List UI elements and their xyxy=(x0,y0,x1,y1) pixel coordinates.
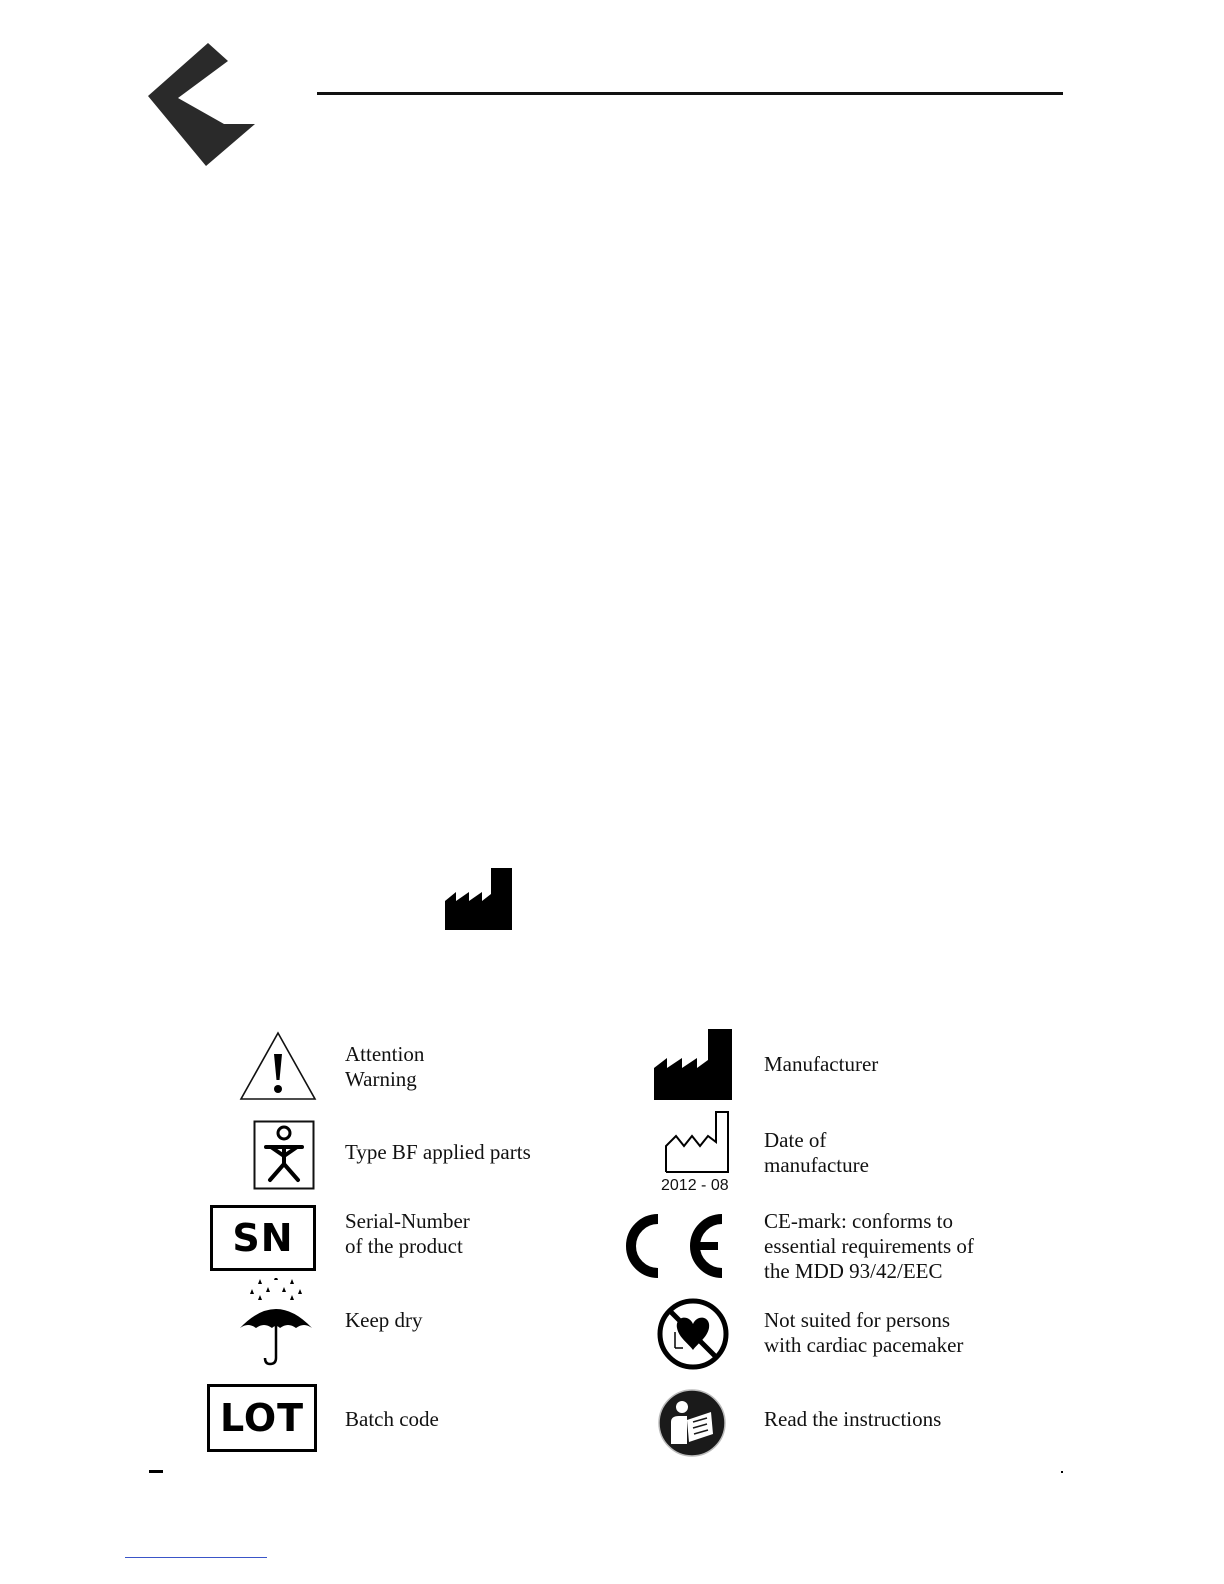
footer-mark-left xyxy=(149,1470,163,1473)
warning-label: Attention Warning xyxy=(345,1042,425,1091)
chevron-logo-icon xyxy=(140,40,270,170)
manufacturer-icon xyxy=(445,866,512,930)
serial-number-icon: SN xyxy=(210,1205,316,1271)
umbrella-icon xyxy=(236,1278,316,1366)
date-of-manufacture-icon xyxy=(662,1110,732,1174)
warning-triangle-icon xyxy=(238,1030,318,1102)
type-bf-icon xyxy=(253,1120,315,1190)
no-pacemaker-icon xyxy=(657,1298,729,1370)
read-instructions-label: Read the instructions xyxy=(764,1407,942,1431)
lot-icon: LOT xyxy=(207,1384,317,1452)
batch-code-label: Batch code xyxy=(345,1407,439,1431)
ce-mark-label: CE-mark: conforms to essential requirements of the MDD 93/42/EEC xyxy=(764,1209,974,1283)
manufacturer-icon xyxy=(654,1028,732,1100)
date-of-manufacture-label: Date of manufacture xyxy=(764,1128,869,1177)
footer-mark-right xyxy=(1061,1471,1063,1473)
read-instructions-icon xyxy=(657,1388,727,1458)
footer-rule xyxy=(125,1557,267,1558)
manufacturer-label: Manufacturer xyxy=(764,1052,879,1076)
keep-dry-label: Keep dry xyxy=(345,1308,423,1332)
ce-mark-icon xyxy=(620,1213,732,1279)
serial-number-label: Serial-Number of the product xyxy=(345,1209,470,1258)
header-rule xyxy=(317,92,1063,95)
no-pacemaker-label: Not suited for persons with cardiac pacemaker xyxy=(764,1308,964,1357)
type-bf-label: Type BF applied parts xyxy=(345,1140,531,1164)
date-of-manufacture-caption: 2012 - 08 xyxy=(661,1177,729,1194)
